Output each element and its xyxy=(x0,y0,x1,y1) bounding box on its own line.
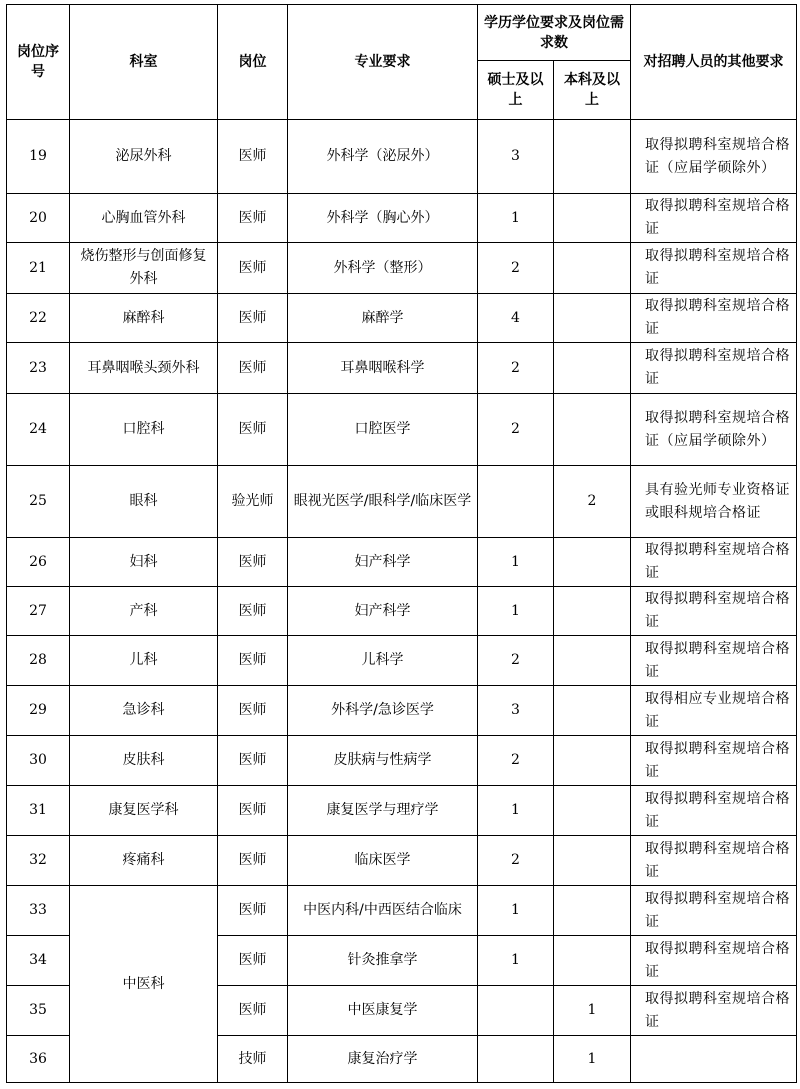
cell-bachelor: 1 xyxy=(554,986,631,1036)
cell-other: 取得拟聘科室规培合格证 xyxy=(631,736,797,786)
cell-major: 口腔医学 xyxy=(288,394,478,466)
cell-master: 3 xyxy=(478,120,554,194)
header-bachelor: 本科及以上 xyxy=(554,61,631,120)
header-dept: 科室 xyxy=(70,5,218,120)
cell-dept: 口腔科 xyxy=(70,394,218,466)
cell-other: 取得相应专业规培合格证 xyxy=(631,686,797,736)
cell-major: 皮肤病与性病学 xyxy=(288,736,478,786)
cell-seq: 20 xyxy=(7,194,70,243)
cell-post: 医师 xyxy=(218,636,288,686)
table-row xyxy=(7,886,797,936)
cell-post: 技师 xyxy=(218,1036,288,1083)
cell-dept: 皮肤科 xyxy=(70,736,218,786)
cell-major: 康复医学与理疗学 xyxy=(288,786,478,836)
cell-other xyxy=(631,1036,797,1083)
cell-post: 医师 xyxy=(218,394,288,466)
cell-bachelor xyxy=(554,736,631,786)
header-row xyxy=(7,5,797,61)
cell-major: 外科学/急诊医学 xyxy=(288,686,478,736)
table-row xyxy=(7,294,797,343)
cell-master: 1 xyxy=(478,587,554,636)
cell-bachelor xyxy=(554,936,631,986)
cell-major: 康复治疗学 xyxy=(288,1036,478,1083)
cell-seq: 19 xyxy=(7,120,70,194)
cell-post: 医师 xyxy=(218,343,288,394)
cell-seq: 36 xyxy=(7,1036,70,1083)
cell-master xyxy=(478,1036,554,1083)
cell-seq: 25 xyxy=(7,466,70,538)
cell-dept-merged: 中医科 xyxy=(70,886,218,1083)
cell-major: 外科学（整形） xyxy=(288,243,478,294)
cell-seq: 33 xyxy=(7,886,70,936)
cell-master: 2 xyxy=(478,243,554,294)
cell-bachelor xyxy=(554,394,631,466)
cell-dept: 儿科 xyxy=(70,636,218,686)
cell-post: 医师 xyxy=(218,686,288,736)
cell-bachelor xyxy=(554,538,631,587)
cell-dept: 烧伤整形与创面修复外科 xyxy=(70,243,218,294)
cell-major: 眼视光医学/眼科学/临床医学 xyxy=(288,466,478,538)
cell-dept: 急诊科 xyxy=(70,686,218,736)
cell-master: 2 xyxy=(478,836,554,886)
cell-major: 外科学（胸心外） xyxy=(288,194,478,243)
header-major: 专业要求 xyxy=(288,5,478,120)
cell-post: 医师 xyxy=(218,120,288,194)
table-row xyxy=(7,538,797,587)
cell-dept: 耳鼻咽喉头颈外科 xyxy=(70,343,218,394)
cell-bachelor xyxy=(554,194,631,243)
cell-master: 2 xyxy=(478,343,554,394)
cell-seq: 28 xyxy=(7,636,70,686)
cell-master: 1 xyxy=(478,194,554,243)
recruitment-table xyxy=(6,4,797,1083)
cell-bachelor: 2 xyxy=(554,466,631,538)
cell-other: 取得拟聘科室规培合格证 xyxy=(631,636,797,686)
cell-major: 中医内科/中西医结合临床 xyxy=(288,886,478,936)
cell-master: 2 xyxy=(478,394,554,466)
cell-seq: 34 xyxy=(7,936,70,986)
cell-post: 医师 xyxy=(218,538,288,587)
cell-seq: 22 xyxy=(7,294,70,343)
cell-other: 取得拟聘科室规培合格证 xyxy=(631,886,797,936)
cell-dept: 心胸血管外科 xyxy=(70,194,218,243)
cell-bachelor xyxy=(554,243,631,294)
header-other: 对招聘人员的其他要求 xyxy=(631,5,797,120)
cell-dept: 眼科 xyxy=(70,466,218,538)
cell-other: 取得拟聘科室规培合格证 xyxy=(631,986,797,1036)
table-row xyxy=(7,736,797,786)
cell-seq: 23 xyxy=(7,343,70,394)
cell-post: 验光师 xyxy=(218,466,288,538)
cell-major: 麻醉学 xyxy=(288,294,478,343)
cell-master xyxy=(478,466,554,538)
cell-major: 耳鼻咽喉科学 xyxy=(288,343,478,394)
cell-other: 取得拟聘科室规培合格证 xyxy=(631,194,797,243)
cell-other: 取得拟聘科室规培合格证 xyxy=(631,587,797,636)
header-post: 岗位 xyxy=(218,5,288,120)
cell-bachelor xyxy=(554,886,631,936)
cell-post: 医师 xyxy=(218,587,288,636)
cell-other: 取得拟聘科室规培合格证（应届学硕除外） xyxy=(631,394,797,466)
cell-bachelor xyxy=(554,686,631,736)
cell-dept: 产科 xyxy=(70,587,218,636)
cell-other: 取得拟聘科室规培合格证 xyxy=(631,343,797,394)
cell-master: 2 xyxy=(478,636,554,686)
table-row xyxy=(7,836,797,886)
cell-master: 1 xyxy=(478,786,554,836)
cell-bachelor xyxy=(554,587,631,636)
cell-other: 取得拟聘科室规培合格证（应届学硕除外） xyxy=(631,120,797,194)
cell-seq: 29 xyxy=(7,686,70,736)
cell-seq: 21 xyxy=(7,243,70,294)
cell-seq: 27 xyxy=(7,587,70,636)
header-seq: 岗位序号 xyxy=(7,5,70,120)
cell-dept: 疼痛科 xyxy=(70,836,218,886)
cell-dept: 康复医学科 xyxy=(70,786,218,836)
cell-major: 儿科学 xyxy=(288,636,478,686)
table-row xyxy=(7,636,797,686)
cell-master: 2 xyxy=(478,736,554,786)
cell-post: 医师 xyxy=(218,243,288,294)
cell-post: 医师 xyxy=(218,836,288,886)
cell-post: 医师 xyxy=(218,294,288,343)
table-row xyxy=(7,243,797,294)
table-row xyxy=(7,120,797,194)
cell-master xyxy=(478,986,554,1036)
cell-master: 1 xyxy=(478,886,554,936)
header-edu-group: 学历学位要求及岗位需求数 xyxy=(478,5,631,61)
table-row xyxy=(7,686,797,736)
header-master: 硕士及以上 xyxy=(478,61,554,120)
cell-other: 取得拟聘科室规培合格证 xyxy=(631,786,797,836)
cell-major: 妇产科学 xyxy=(288,587,478,636)
table-row xyxy=(7,343,797,394)
cell-post: 医师 xyxy=(218,786,288,836)
cell-dept: 泌尿外科 xyxy=(70,120,218,194)
cell-seq: 32 xyxy=(7,836,70,886)
cell-post: 医师 xyxy=(218,886,288,936)
cell-major: 妇产科学 xyxy=(288,538,478,587)
cell-other: 具有验光师专业资格证或眼科规培合格证 xyxy=(631,466,797,538)
table-row xyxy=(7,786,797,836)
cell-master: 3 xyxy=(478,686,554,736)
cell-major: 针灸推拿学 xyxy=(288,936,478,986)
cell-master: 4 xyxy=(478,294,554,343)
table-row xyxy=(7,394,797,466)
cell-post: 医师 xyxy=(218,194,288,243)
cell-post: 医师 xyxy=(218,986,288,1036)
cell-post: 医师 xyxy=(218,936,288,986)
table-row xyxy=(7,194,797,243)
cell-other: 取得拟聘科室规培合格证 xyxy=(631,936,797,986)
cell-dept: 麻醉科 xyxy=(70,294,218,343)
cell-other: 取得拟聘科室规培合格证 xyxy=(631,836,797,886)
cell-bachelor xyxy=(554,294,631,343)
cell-bachelor: 1 xyxy=(554,1036,631,1083)
cell-other: 取得拟聘科室规培合格证 xyxy=(631,243,797,294)
cell-seq: 31 xyxy=(7,786,70,836)
cell-bachelor xyxy=(554,120,631,194)
cell-major: 中医康复学 xyxy=(288,986,478,1036)
cell-bachelor xyxy=(554,636,631,686)
cell-other: 取得拟聘科室规培合格证 xyxy=(631,294,797,343)
table-row xyxy=(7,466,797,538)
cell-seq: 30 xyxy=(7,736,70,786)
table-row xyxy=(7,587,797,636)
cell-bachelor xyxy=(554,836,631,886)
cell-master: 1 xyxy=(478,936,554,986)
cell-bachelor xyxy=(554,343,631,394)
cell-seq: 24 xyxy=(7,394,70,466)
cell-major: 临床医学 xyxy=(288,836,478,886)
cell-other: 取得拟聘科室规培合格证 xyxy=(631,538,797,587)
cell-master: 1 xyxy=(478,538,554,587)
cell-bachelor xyxy=(554,786,631,836)
cell-post: 医师 xyxy=(218,736,288,786)
cell-seq: 26 xyxy=(7,538,70,587)
cell-major: 外科学（泌尿外） xyxy=(288,120,478,194)
cell-seq: 35 xyxy=(7,986,70,1036)
cell-dept: 妇科 xyxy=(70,538,218,587)
